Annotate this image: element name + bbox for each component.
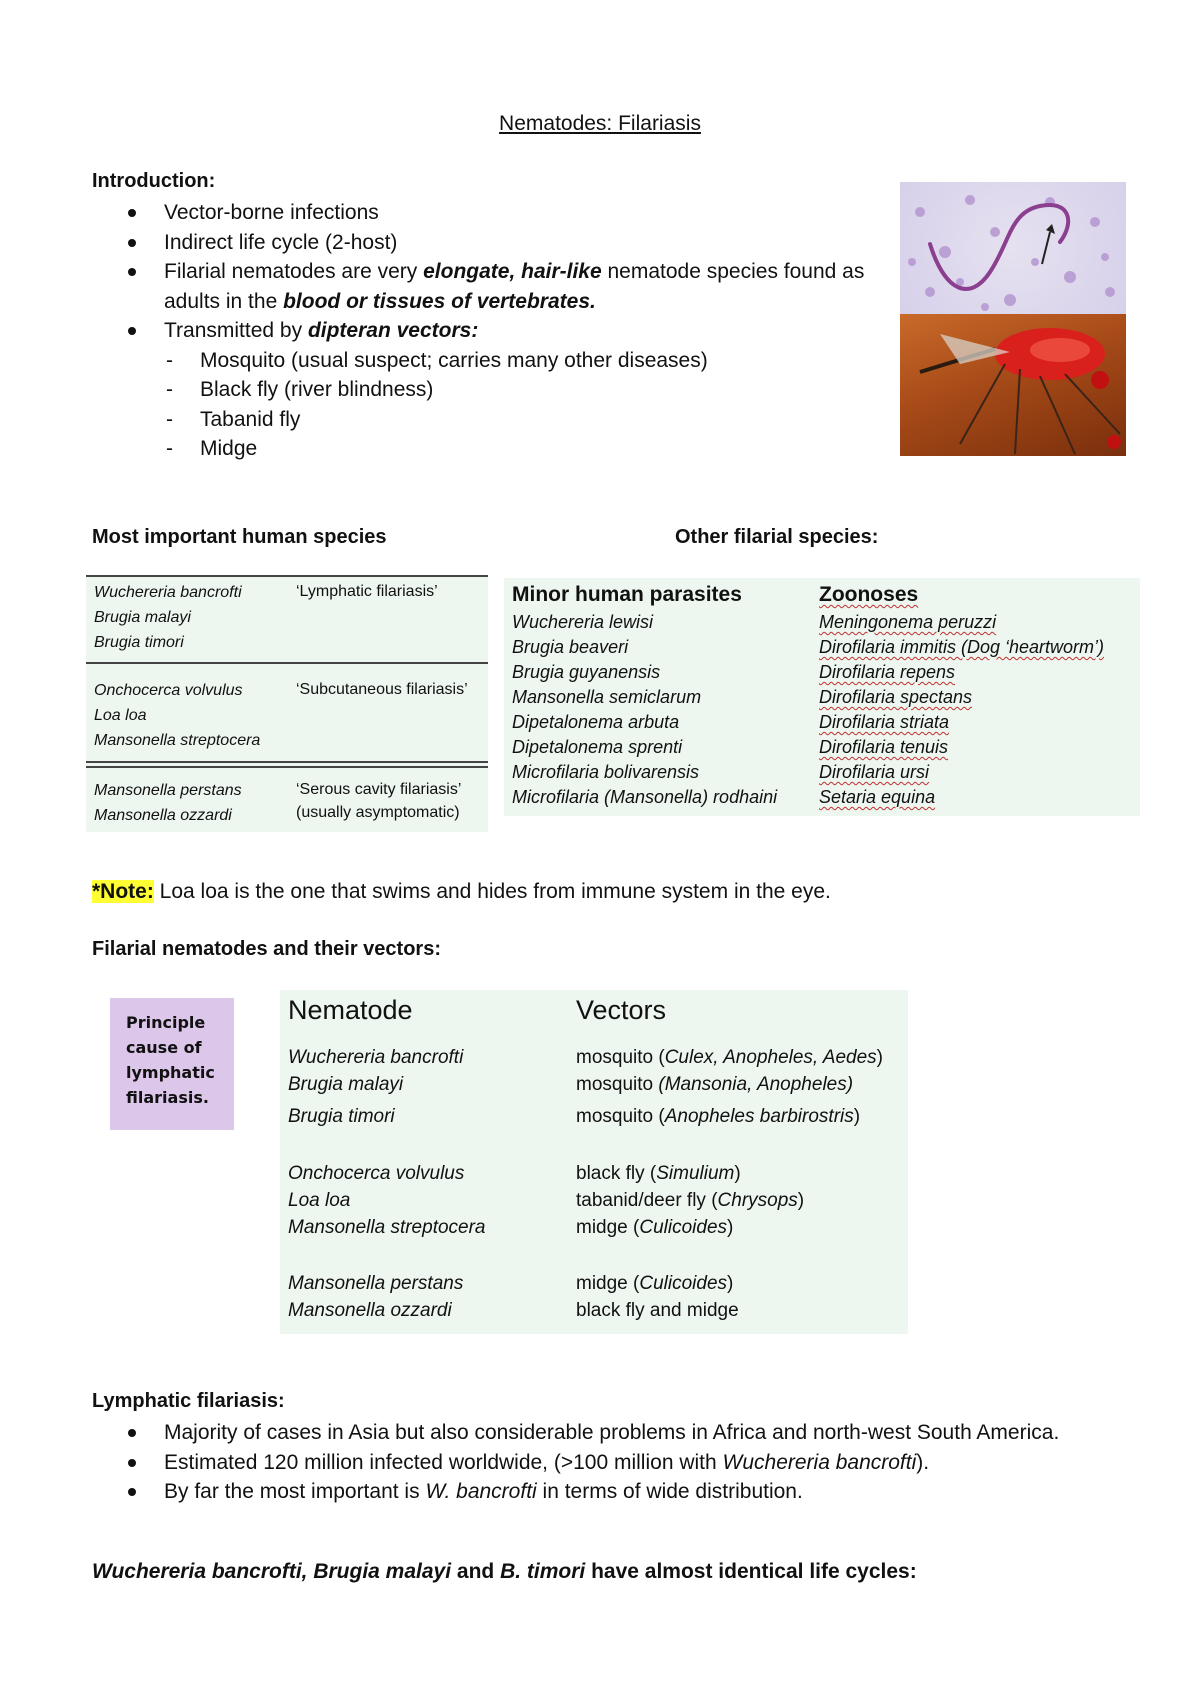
list-item: Transmitted by dipteran vectors: — [92, 316, 882, 346]
group-label: ‘Lymphatic filariasis’ — [296, 583, 438, 600]
intro-photos — [900, 182, 1126, 456]
species-name: Dirofilaria ursi — [819, 762, 930, 782]
nematode-name: Mansonella streptocera — [288, 1217, 486, 1238]
list-item: - Black fly (river blindness) — [92, 375, 882, 405]
page-title: Nematodes: Filariasis — [499, 112, 701, 135]
nematode-name: Brugia timori — [288, 1106, 395, 1127]
list-item: Estimated 120 million infected worldwide, (>100 million with Wuchereria bancrofti). — [92, 1448, 1072, 1478]
column-header-vectors: Vectors — [576, 995, 667, 1025]
species-name: Wuchereria bancrofti — [94, 584, 242, 601]
group-label: ‘Subcutaneous filariasis’ — [296, 681, 468, 698]
nematode-vectors-table — [280, 990, 908, 1334]
list-item: Indirect life cycle (2-host) — [92, 228, 882, 258]
group-label: ‘Serous cavity filariasis’ — [296, 781, 462, 798]
vector-name: black fly (Simulium) — [576, 1163, 741, 1184]
vectors-heading: Filarial nematodes and their vectors: — [92, 938, 441, 960]
microfilaria-illustration — [900, 182, 1126, 314]
mosquito-photo — [900, 314, 1126, 456]
table-rule — [86, 766, 488, 768]
note-label: *Note: — [92, 880, 154, 903]
column-header: Minor human parasites — [512, 583, 742, 606]
column-header: Zoonoses — [819, 583, 919, 606]
species-name: Microfilaria (Mansonella) rodhaini — [512, 787, 778, 807]
vector-name: tabanid/deer fly (Chrysops) — [576, 1190, 805, 1211]
lymphatic-list — [92, 1418, 1072, 1507]
list-item: Filarial nematodes are very elongate, hair-like nematode species found as adults in the blood or tissues of vertebrates. — [92, 257, 882, 316]
species-name: Dipetalonema sprenti — [512, 737, 683, 757]
list-item: By far the most important is W. bancrofti in terms of wide distribution. — [92, 1477, 1072, 1507]
vector-name: mosquito (Culex, Anopheles, Aedes) — [576, 1047, 883, 1068]
zoonoses-column — [819, 580, 1104, 810]
vector-name: midge (Culicoides) — [576, 1217, 734, 1238]
species-name: Brugia timori — [94, 634, 184, 651]
vector-name: midge (Culicoides) — [576, 1273, 734, 1294]
species-name: Brugia guyanensis — [512, 662, 661, 682]
mosquito-illustration — [900, 314, 1126, 456]
species-name: Dirofilaria repens — [819, 662, 956, 682]
nematode-name: Wuchereria bancrofti — [288, 1047, 464, 1068]
species-name: Brugia malayi — [94, 609, 191, 626]
group-label-note: (usually asymptomatic) — [296, 804, 460, 821]
microfilaria-micrograph — [900, 182, 1126, 314]
species-name: Meningonema peruzzi — [819, 612, 997, 632]
list-item: Vector-borne infections — [92, 198, 882, 228]
species-name: Mansonella streptocera — [94, 732, 261, 749]
species-name: Onchocerca volvulus — [94, 682, 243, 699]
species-name: Setaria equina — [819, 787, 936, 807]
column-header-nematode: Nematode — [288, 995, 413, 1025]
list-item: - Midge — [92, 434, 882, 464]
table-row — [86, 580, 488, 655]
table-row — [86, 778, 488, 828]
note-line — [92, 880, 831, 904]
species-name: Dipetalonema arbuta — [512, 712, 680, 732]
table-rule — [86, 761, 488, 763]
species-name: Wuchereria lewisi — [512, 612, 654, 632]
vector-name: mosquito (Anopheles barbirostris) — [576, 1106, 861, 1127]
other-heading: Other filarial species: — [675, 526, 879, 548]
species-name: Dirofilaria immitis (Dog ‘heartworm’) — [819, 637, 1105, 657]
minor-parasites-column — [512, 580, 777, 810]
vector-name: black fly and midge — [576, 1300, 739, 1321]
life-cycle-intro: Wuchereria bancrofti, Brugia malayi and B. timori have almost identical life cycles: — [92, 1560, 917, 1583]
intro-heading: Introduction: — [92, 170, 216, 192]
table-rule — [86, 575, 488, 577]
species-name: Brugia beaveri — [512, 637, 629, 657]
nematode-name: Loa loa — [288, 1190, 351, 1211]
nematode-name: Brugia malayi — [288, 1074, 404, 1095]
other-species-table — [504, 578, 1140, 816]
species-name: Microfilaria bolivarensis — [512, 762, 700, 782]
list-item: - Mosquito (usual suspect; carries many other diseases) — [92, 346, 882, 376]
species-name: Mansonella semiclarum — [512, 687, 702, 707]
note-text: Loa loa is the one that swims and hides from immune system in the eye. — [153, 880, 831, 903]
species-name: Dirofilaria spectans — [819, 687, 973, 707]
important-heading: Most important human species — [92, 526, 387, 548]
table-row — [86, 678, 488, 753]
species-name: Dirofilaria striata — [819, 712, 950, 732]
species-name: Mansonella perstans — [94, 782, 242, 799]
species-name: Loa loa — [94, 707, 147, 724]
species-name: Mansonella ozzardi — [94, 807, 232, 824]
species-name: Dirofilaria tenuis — [819, 737, 949, 757]
principle-cause-callout: Principle cause of lymphatic filariasis. — [110, 998, 234, 1130]
vector-name: mosquito (Mansonia, Anopheles) — [576, 1074, 854, 1095]
lymphatic-heading: Lymphatic filariasis: — [92, 1390, 285, 1412]
nematode-name: Mansonella ozzardi — [288, 1300, 452, 1321]
nematode-name: Onchocerca volvulus — [288, 1163, 465, 1184]
intro-list — [92, 198, 882, 464]
list-item: - Tabanid fly — [92, 405, 882, 435]
nematode-name: Mansonella perstans — [288, 1273, 464, 1294]
important-species-table — [86, 575, 488, 832]
table-rule — [86, 662, 488, 664]
list-item: Majority of cases in Asia but also considerable problems in Africa and north-west South America. — [92, 1418, 1072, 1448]
